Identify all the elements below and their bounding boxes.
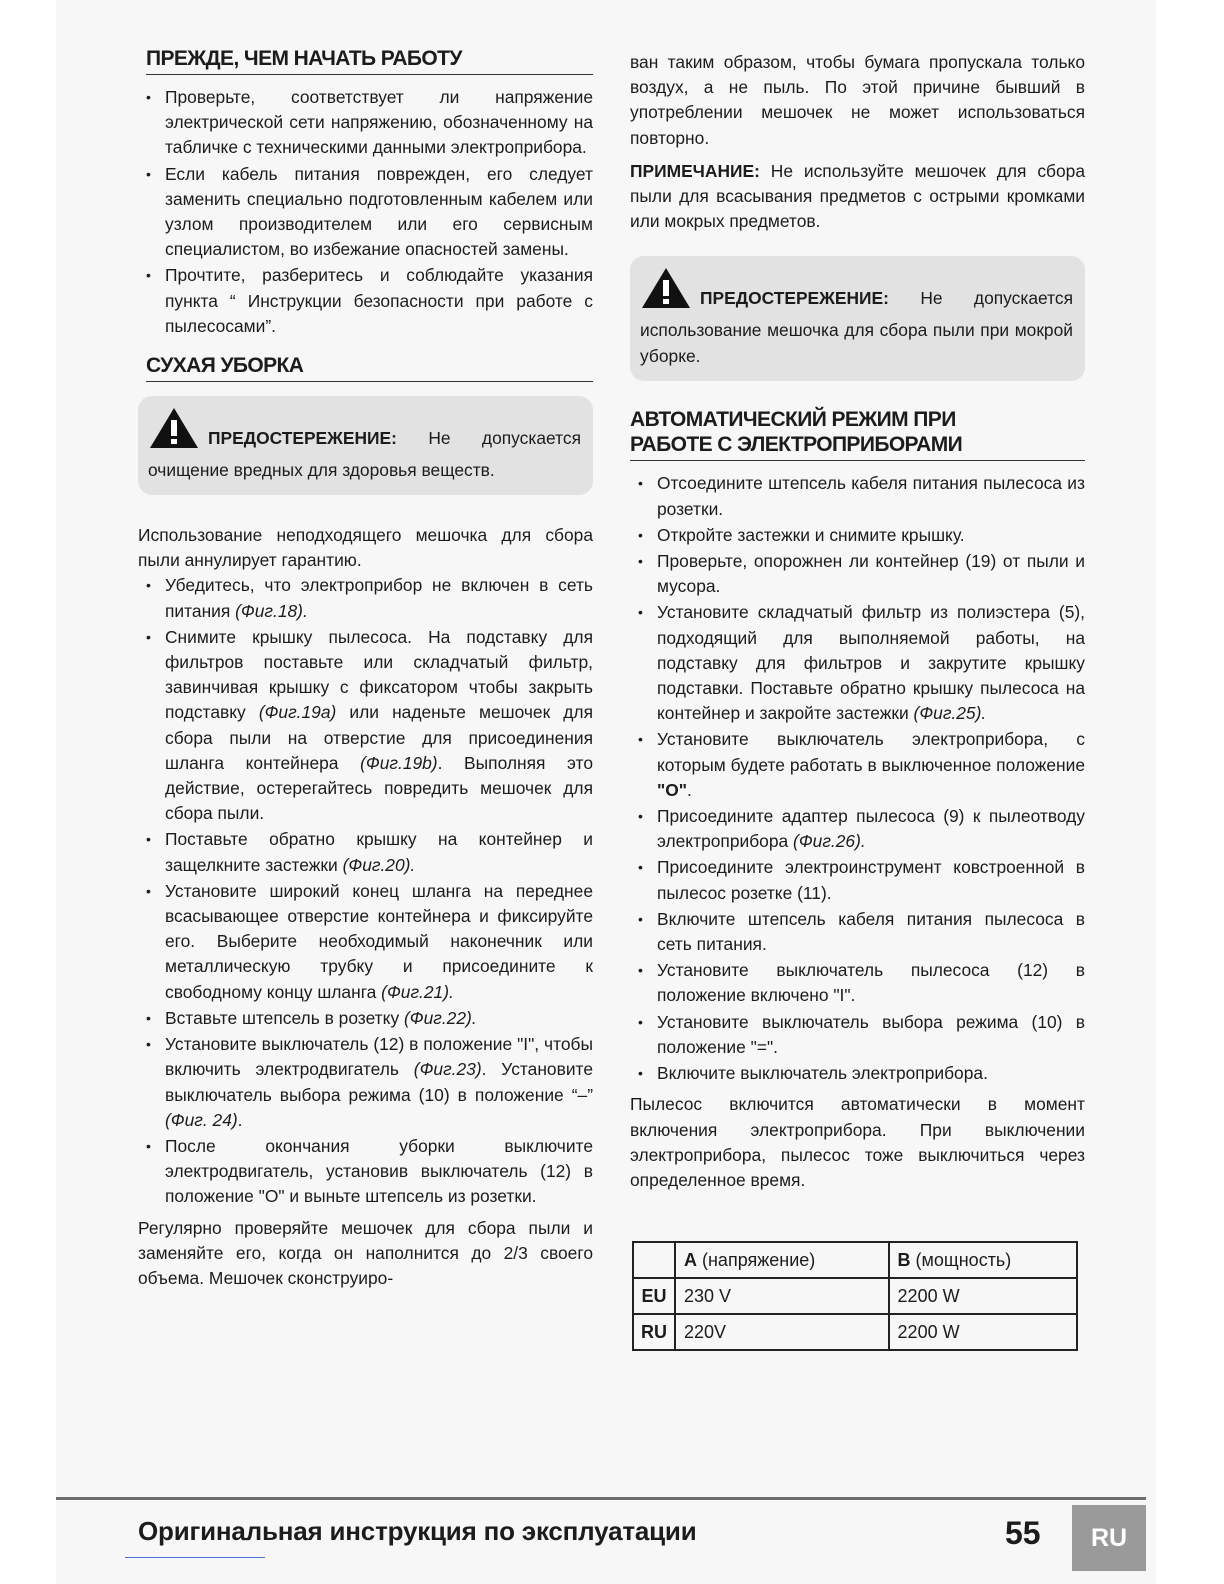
list-item: • Поставьте обратно крышку на контейнер и защелкните застежки (Фиг.20).: [138, 827, 593, 877]
auto-mode-paragraph: Пылесос включится автоматически в момент включения электроприбора. При выключении электроприбора, пылесос тоже выключиться через определенное время.: [630, 1094, 1085, 1190]
table-cell-power: 2200 W: [889, 1314, 1077, 1350]
table-header-voltage: A (напряжение): [675, 1242, 889, 1278]
table-row: [633, 1314, 1077, 1350]
spec-table: [632, 1241, 1078, 1351]
warning-label: ПРЕДОСТЕРЕЖЕНИЕ:: [208, 428, 397, 449]
before-start-list: [138, 85, 593, 339]
table-cell-voltage: 220V: [675, 1314, 889, 1350]
dry-cleaning-list: [138, 573, 593, 1209]
outro-paragraph: Регулярно проверяйте мешочек для сбора пыли и заменяйте его, когда он наполнится до 2/3 своего объема. Мешочек сконструиро-: [138, 1217, 593, 1288]
list-item: • Проверьте, соответствует ли напряжение электрической сети напряжению, обозначенному на табличке с техническими данными электроприбора.: [138, 85, 593, 161]
warning-label: ПРЕДОСТЕРЕЖЕНИЕ:: [700, 288, 889, 309]
section-title-before-start: ПРЕЖДЕ, ЧЕМ НАЧАТЬ РАБОТУ: [146, 46, 593, 75]
left-column: [138, 46, 593, 1299]
list-item: • Снимите крышку пылесоса. На подставку для фильтров поставьте или складчатый фильтр, завинчивая крышку с фиксатором чтобы закрыть подставку (Фиг.19a) или наденьте мешочек для сбора пыли на отверстие для присоединения шланга контейнера (Фиг.19b). Выполняя это действие, остерегайтесь повредить мешочек для сбора пыли.: [138, 625, 593, 827]
note-paragraph: [630, 159, 1085, 235]
list-item: • Установите выключатель выбора режима (10) в положение "=".: [630, 1010, 1085, 1060]
table-row: [633, 1278, 1077, 1314]
table-cell-region: RU: [633, 1314, 675, 1350]
list-item: • Установите выключатель (12) в положение "I", чтобы включить электродвигатель (Фиг.23). Установите выключатель выбора режима (10) в положение “–” (Фиг. 24).: [138, 1032, 593, 1133]
table-cell-voltage: 230 V: [675, 1278, 889, 1314]
footer-title: Оригинальная инструкция по эксплуатации: [138, 1516, 697, 1546]
table-corner-cell: [633, 1242, 675, 1278]
warning-text: Не допускается использование мешочка для сбора пыли при мокрой уборке.: [640, 288, 1073, 367]
list-item: • Установите выключатель пылесоса (12) в положение включено "I".: [630, 958, 1085, 1008]
list-item: • Если кабель питания поврежден, его следует заменить специально подготовленным кабелем или узлом производителем или его сервисным специалистом, во избежание опасностей замены.: [138, 162, 593, 263]
list-item: • Убедитесь, что электроприбор не включен в сеть питания (Фиг.18).: [138, 573, 593, 623]
language-badge: RU: [1072, 1505, 1146, 1571]
section-title-dry-cleaning: СУХАЯ УБОРКА: [146, 353, 593, 382]
list-item: • Установите складчатый фильтр из полиэстера (5), подходящий для выполняемой работы, на подставку для фильтров и закрутите крышку подставки. Поставьте обратно крышку пылесоса на контейнер и закройте застежки (Фиг.25).: [630, 600, 1085, 726]
list-item: • Откройте застежки и снимите крышку.: [630, 523, 1085, 548]
page-number: 55: [1005, 1515, 1041, 1551]
warning-box-dry: [138, 396, 593, 495]
list-item: • Включите штепсель кабеля питания пылесоса в сеть питания.: [630, 907, 1085, 957]
footer-link-underline: [125, 1557, 265, 1558]
warning-box-wet: [630, 256, 1085, 381]
list-item: • Присоедините адаптер пылесоса (9) к пылеотводу электроприбора (Фиг.26).: [630, 804, 1085, 854]
list-item: • Установите выключатель электроприбора, с которым будете работать в выключенное положение "O".: [630, 727, 1085, 803]
list-item: • Отсоедините штепсель кабеля питания пылесоса из розетки.: [630, 471, 1085, 521]
list-item: • Присоедините электроинструмент ковстроенной в пылесос розетке (11).: [630, 855, 1085, 905]
note-label: ПРИМЕЧАНИЕ:: [630, 160, 760, 181]
warning-triangle-icon: [640, 266, 692, 317]
section-title-auto-mode: АВТОМАТИЧЕСКИЙ РЕЖИМ ПРИ РАБОТЕ С ЭЛЕКТРОПРИБОРАМИ: [630, 407, 1085, 461]
intro-paragraph: Использование неподходящего мешочка для сбора пыли аннулирует гарантию.: [138, 525, 593, 571]
footer-divider: [56, 1497, 1146, 1500]
right-column: [630, 50, 1085, 1351]
table-header-power: B (мощность): [889, 1242, 1077, 1278]
list-item: • Включите выключатель электроприбора.: [630, 1061, 1085, 1086]
list-item: • Вставьте штепсель в розетку (Фиг.22).: [138, 1006, 593, 1031]
table-cell-power: 2200 W: [889, 1278, 1077, 1314]
warning-text: Не допускается очищение вредных для здоровья веществ.: [148, 428, 581, 481]
list-item: • Установите широкий конец шланга на переднее всасывающее отверстие контейнера и фиксируйте его. Выберите необходимый наконечник или металлическую трубку и присоедините к свободному концу шланга (Фиг.21).: [138, 879, 593, 1005]
list-item: • После окончания уборки выключите электродвигатель, установив выключатель (12) в положение "O" и выньте штепсель из розетки.: [138, 1134, 593, 1210]
table-cell-region: EU: [633, 1278, 675, 1314]
auto-mode-list: [630, 471, 1085, 1086]
continuation-paragraph: ван таким образом, чтобы бумага пропускала только воздух, а не пыль. По этой причине бывший в употреблении мешочек не может использоваться повторно.: [630, 52, 1085, 148]
list-item: • Проверьте, опорожнен ли контейнер (19) от пыли и мусора.: [630, 549, 1085, 599]
note-text: Не используйте мешочек для сбора пыли для всасывания предметов с острыми кромками или мокрых предметов.: [630, 160, 1085, 232]
warning-triangle-icon: [148, 406, 200, 457]
table-header-row: [633, 1242, 1077, 1278]
list-item: • Прочтите, разберитесь и соблюдайте указания пункта “ Инструкции безопасности при работе с пылесосами”.: [138, 263, 593, 339]
